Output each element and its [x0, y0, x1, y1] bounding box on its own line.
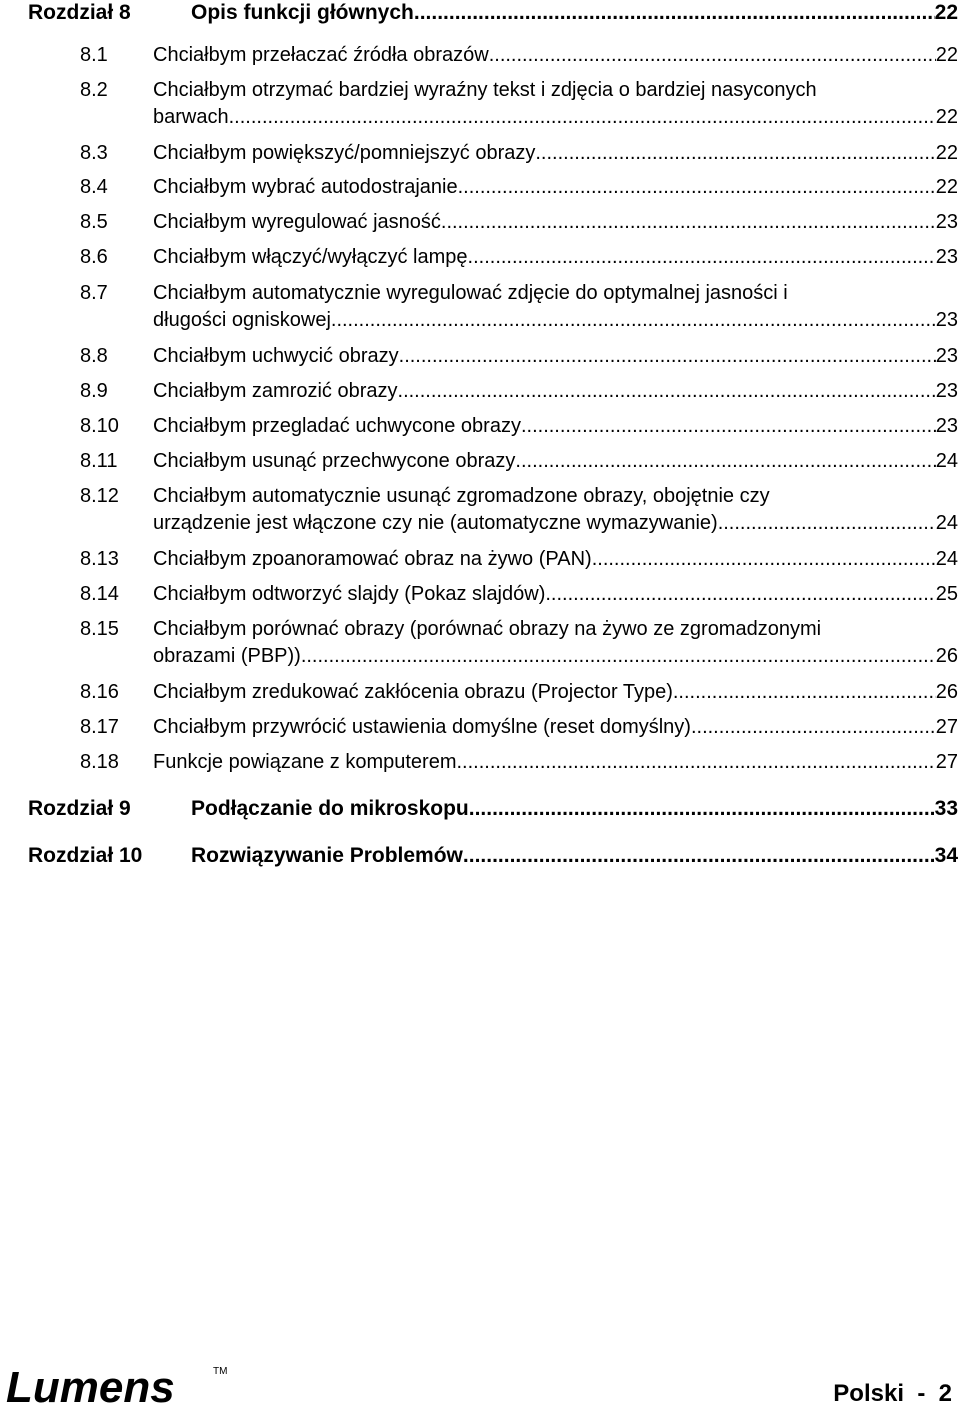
entry-title: Chciałbym odtworzyć slajdy (Pokaz slajdów) [153, 583, 546, 605]
entry-number: 8.11 [80, 450, 118, 472]
entry-number: 8.18 [80, 751, 119, 773]
dot-leader [673, 679, 936, 706]
chapter-number: Rozdział 10 [28, 844, 143, 867]
page-number: 23 [935, 345, 958, 367]
entry-title: Chciałbym zamrozić obrazy [153, 380, 398, 402]
entry-title: Chciałbym zredukować zakłócenia obrazu (Projector Type) [153, 681, 673, 703]
page-number: 27 [935, 751, 958, 773]
chapter-title: Podłączanie do mikroskopu [191, 797, 469, 820]
entry-number: 8.8 [80, 345, 108, 367]
page-number: 23 [935, 309, 958, 331]
dot-leader [458, 174, 936, 201]
entry-title: Chciałbym przełaczać źródła obrazów [153, 44, 489, 66]
page-number: 22 [935, 176, 958, 198]
entry-number: 8.12 [80, 485, 119, 507]
dot-leader [456, 749, 935, 776]
entry-title-line: Chciałbym porównać obrazy (porównać obrazy na żywo ze zgromadzonymi [153, 618, 822, 640]
dot-leader [592, 546, 936, 573]
entry-number: 8.7 [80, 282, 108, 304]
page-number: 23 [935, 380, 958, 402]
lumens-logo [4, 1362, 234, 1412]
entry-number: 8.6 [80, 246, 108, 268]
entry-number: 8.13 [80, 548, 119, 570]
dot-leader [229, 104, 936, 131]
dot-leader [468, 244, 936, 271]
entry-title: Chciałbym powiększyć/pomniejszyć obrazy [153, 142, 536, 164]
chapter-title: Opis funkcji głównych [191, 1, 414, 24]
entry-title: urządzenie jest włączone czy nie (automatyczne wymazywanie) [153, 512, 718, 534]
dot-leader [331, 307, 936, 334]
page-number: 23 [935, 415, 958, 437]
page-number: 22 [934, 1, 958, 24]
entry-number: 8.1 [80, 44, 108, 66]
page-number: 26 [935, 645, 958, 667]
entry-title-line: Chciałbym automatycznie wyregulować zdjęcie do optymalnej jasności i [153, 282, 788, 304]
entry-title-line: Chciałbym automatycznie usunąć zgromadzone obrazy, obojętnie czy [153, 485, 770, 507]
entry-number: 8.15 [80, 618, 119, 640]
page-number: 24 [935, 548, 958, 570]
page-number: 27 [935, 716, 958, 738]
page-number: 34 [934, 844, 958, 867]
entry-number: 8.3 [80, 142, 108, 164]
page-number: 24 [935, 450, 958, 472]
entry-number: 8.17 [80, 716, 119, 738]
dot-leader [489, 42, 936, 69]
trademark-mark: TM [213, 1366, 228, 1377]
entry-number: 8.14 [80, 583, 119, 605]
page-number: 26 [935, 681, 958, 703]
page-number: 24 [935, 512, 958, 534]
dot-leader [535, 140, 935, 167]
dot-leader [521, 413, 936, 440]
page-number: 22 [935, 44, 958, 66]
dot-leader [718, 510, 936, 537]
entry-title: Chciałbym przegladać uchwycone obrazy [153, 415, 521, 437]
dot-leader [399, 343, 936, 370]
dot-leader [301, 643, 936, 670]
entry-number: 8.5 [80, 211, 108, 233]
chapter-number: Rozdział 9 [28, 797, 131, 820]
dot-leader [463, 843, 935, 869]
entry-number: 8.10 [80, 415, 119, 437]
entry-title: Chciałbym uchwycić obrazy [153, 345, 399, 367]
logo-wordmark: Lumens [6, 1363, 175, 1412]
entry-title: Chciałbym włączyć/wyłączyć lampę [153, 246, 468, 268]
dot-leader [691, 714, 936, 741]
page-number: 23 [935, 211, 958, 233]
entry-title: obrazami (PBP)) [153, 645, 301, 667]
entry-title: Chciałbym zpoanoramować obraz na żywo (PAN) [153, 548, 592, 570]
entry-title: Funkcje powiązane z komputerem [153, 751, 457, 773]
entry-title: barwach [153, 106, 229, 128]
dot-leader [414, 0, 935, 26]
page-number: 22 [935, 106, 958, 128]
page-footer-label: Polski - 2 [833, 1380, 952, 1407]
entry-title: długości ogniskowej [153, 309, 331, 331]
dot-leader [469, 796, 935, 822]
entry-number: 8.9 [80, 380, 108, 402]
chapter-title: Rozwiązywanie Problemów [191, 844, 463, 867]
dot-leader [441, 209, 936, 236]
entry-title: Chciałbym wybrać autodostrajanie [153, 176, 458, 198]
page-number: 22 [935, 142, 958, 164]
entry-number: 8.16 [80, 681, 119, 703]
page-number: 25 [935, 583, 958, 605]
dot-leader [545, 581, 935, 608]
entry-title: Chciałbym przywrócić ustawienia domyślne (reset domyślny) [153, 716, 691, 738]
dot-leader [515, 448, 935, 475]
entry-title-line: Chciałbym otrzymać bardziej wyraźny tekst i zdjęcia o bardziej nasyconych [153, 79, 817, 101]
entry-title: Chciałbym wyregulować jasność [153, 211, 441, 233]
dot-leader [398, 378, 936, 405]
page-number: 33 [934, 797, 958, 820]
page-number: 23 [935, 246, 958, 268]
entry-number: 8.4 [80, 176, 108, 198]
chapter-number: Rozdział 8 [28, 1, 131, 24]
entry-title: Chciałbym usunąć przechwycone obrazy [153, 450, 516, 472]
entry-number: 8.2 [80, 79, 108, 101]
